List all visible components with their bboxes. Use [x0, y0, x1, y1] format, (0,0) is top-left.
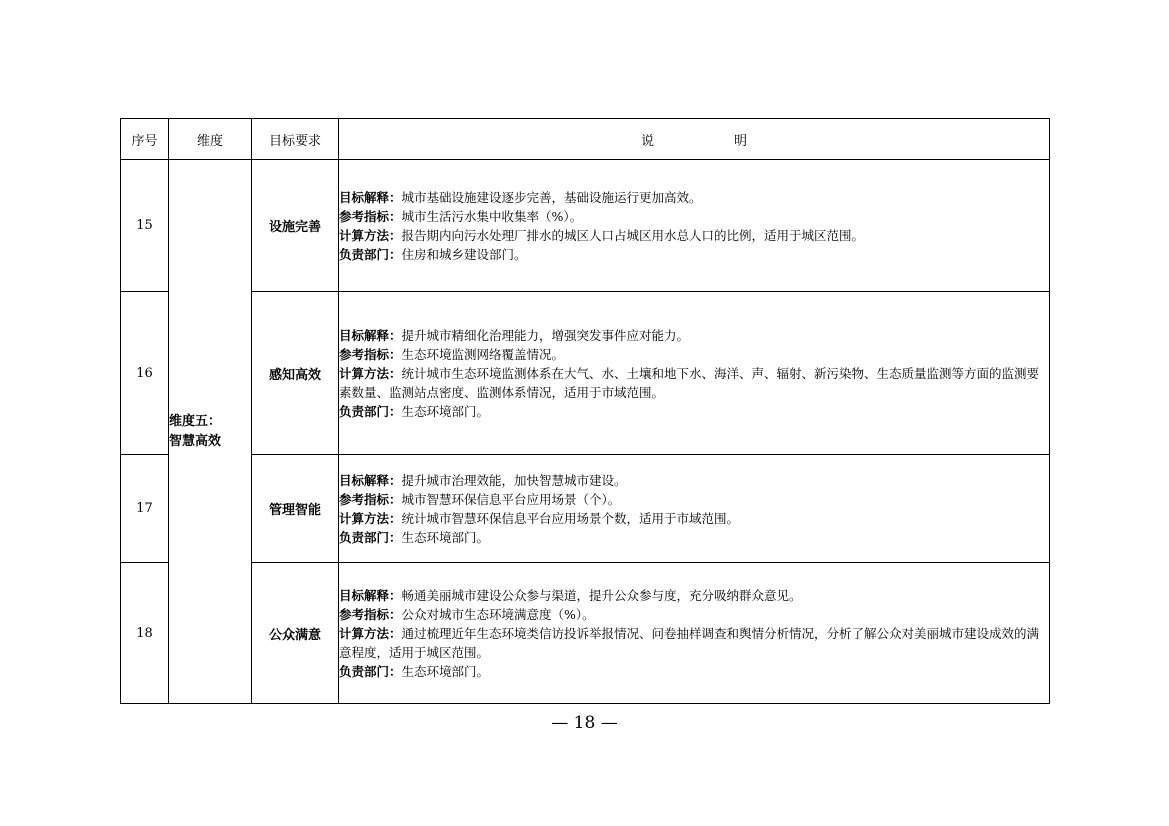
dimension-line2: 智慧高效	[169, 433, 222, 449]
row-target: 设施完善	[252, 160, 339, 292]
label-goal: 目标解释：	[339, 587, 402, 603]
row-target: 管理智能	[252, 455, 339, 563]
header-dimension: 维度	[169, 119, 252, 160]
label-goal: 目标解释：	[339, 472, 402, 488]
header-target: 目标要求	[252, 119, 339, 160]
dimension-cell	[169, 160, 252, 704]
indicator-text: 城市智慧环保信息平台应用场景（个）。	[401, 491, 621, 507]
method-text: 统计城市智慧环保信息平台应用场景个数，适用于市域范围。	[401, 510, 740, 526]
indicator-text: 生态环境监测网络覆盖情况。	[401, 346, 565, 362]
label-dept: 负责部门：	[339, 403, 402, 419]
row-description	[339, 160, 1050, 292]
table-row	[121, 160, 1050, 292]
row-index: 18	[121, 563, 169, 704]
method-text: 报告期内向污水处理厂排水的城区人口占城区用水总人口的比例，适用于城区范围。	[401, 227, 865, 243]
indicator-table	[120, 118, 1050, 704]
label-goal: 目标解释：	[339, 327, 402, 343]
header-index: 序号	[121, 119, 169, 160]
header-description	[339, 119, 1050, 160]
row-target: 公众满意	[252, 563, 339, 704]
label-goal: 目标解释：	[339, 189, 402, 205]
goal-text: 城市基础设施建设逐步完善，基础设施运行更加高效。	[401, 189, 702, 205]
label-dept: 负责部门：	[339, 529, 402, 545]
label-method: 计算方法：	[339, 227, 402, 243]
goal-text: 提升城市精细化治理能力，增强突发事件应对能力。	[401, 327, 690, 343]
dept-text: 住房和城乡建设部门。	[401, 246, 527, 262]
dept-text: 生态环境部门。	[401, 403, 490, 419]
row-index: 16	[121, 292, 169, 455]
label-method: 计算方法：	[339, 510, 402, 526]
header-desc-char-2: 明	[734, 133, 748, 149]
row-index: 17	[121, 455, 169, 563]
table-row	[121, 292, 1050, 455]
label-indicator: 参考指标：	[339, 491, 402, 507]
goal-text: 畅通美丽城市建设公众参与渠道，提升公众参与度，充分吸纳群众意见。	[401, 587, 802, 603]
dept-text: 生态环境部门。	[401, 663, 490, 679]
row-index: 15	[121, 160, 169, 292]
dimension-line1: 维度五：	[169, 413, 222, 429]
label-method: 计算方法：	[339, 365, 402, 381]
label-indicator: 参考指标：	[339, 606, 402, 622]
label-indicator: 参考指标：	[339, 346, 402, 362]
label-method: 计算方法：	[339, 625, 402, 641]
row-target: 感知高效	[252, 292, 339, 455]
method-text: 通过梳理近年生态环境类信访投诉举报情况、问卷抽样调查和舆情分析情况，分析了解公众对美丽城市建设成效的满意程度，适用于城区范围。	[339, 625, 1040, 660]
indicator-text: 公众对城市生态环境满意度（%）。	[401, 606, 595, 622]
header-desc-char-1: 说	[640, 133, 654, 149]
table-row	[121, 563, 1050, 704]
goal-text: 提升城市治理效能，加快智慧城市建设。	[401, 472, 627, 488]
page-number: — 18 —	[551, 713, 618, 733]
row-description	[339, 563, 1050, 704]
table-header-row	[121, 119, 1050, 160]
row-description	[339, 292, 1050, 455]
table-row	[121, 455, 1050, 563]
label-dept: 负责部门：	[339, 246, 402, 262]
row-description	[339, 455, 1050, 563]
dept-text: 生态环境部门。	[401, 529, 490, 545]
label-dept: 负责部门：	[339, 663, 402, 679]
indicator-text: 城市生活污水集中收集率（%）。	[401, 208, 583, 224]
method-text: 统计城市生态环境监测体系在大气、水、土壤和地下水、海洋、声、辐射、新污染物、生态质量监测等方面的监测要素数量、监测站点密度、监测体系情况，适用于市域范围。	[339, 365, 1040, 400]
label-indicator: 参考指标：	[339, 208, 402, 224]
